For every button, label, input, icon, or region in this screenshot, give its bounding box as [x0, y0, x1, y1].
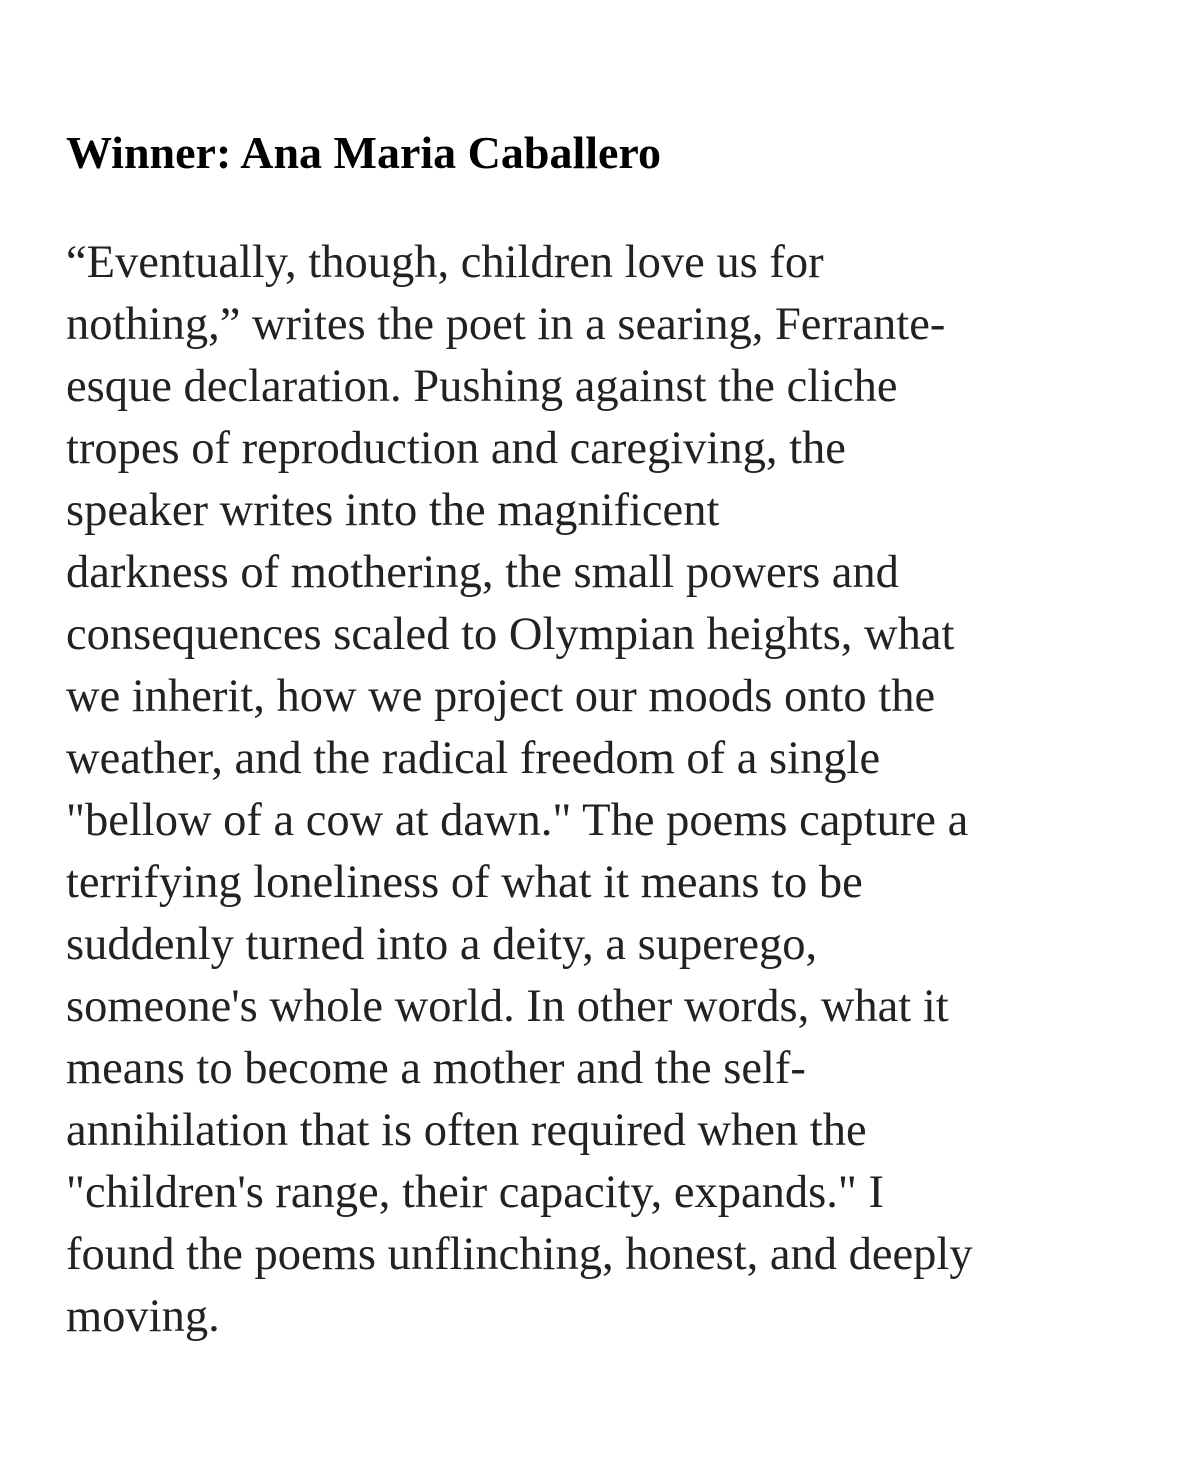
paragraph-line: consequences scaled to Olympian heights, what	[66, 609, 955, 660]
paragraph-line: "bellow of a cow at dawn." The poems capture a	[66, 795, 969, 846]
paragraph-line: speaker writes into the magnificent	[66, 485, 720, 536]
judge-citation-paragraph	[66, 232, 973, 1348]
paragraph-line: nothing,” writes the poet in a searing, Ferrante-	[66, 299, 946, 350]
paragraph-line: "children's range, their capacity, expands." I	[66, 1167, 884, 1218]
winner-heading: Winner: Ana Maria Caballero	[66, 127, 662, 178]
paragraph-line: found the poems unflinching, honest, and deeply	[66, 1229, 973, 1280]
paragraph-line: means to become a mother and the self-	[66, 1043, 806, 1094]
paragraph-line: esque declaration. Pushing against the cliche	[66, 361, 898, 412]
paragraph-line: “Eventually, though, children love us for	[66, 237, 824, 288]
paragraph-line: darkness of mothering, the small powers and	[66, 547, 899, 598]
paragraph-line: we inherit, how we project our moods onto the	[66, 671, 936, 722]
paragraph-line: annihilation that is often required when the	[66, 1105, 867, 1156]
paragraph-line: moving.	[66, 1291, 220, 1342]
paragraph-line: suddenly turned into a deity, a superego,	[66, 919, 818, 970]
paragraph-line: weather, and the radical freedom of a single	[66, 733, 881, 784]
document-page	[66, 0, 1146, 1474]
paragraph-line: terrifying loneliness of what it means to be	[66, 857, 863, 908]
paragraph-line: tropes of reproduction and caregiving, the	[66, 423, 846, 474]
paragraph-line: someone's whole world. In other words, what it	[66, 981, 949, 1032]
